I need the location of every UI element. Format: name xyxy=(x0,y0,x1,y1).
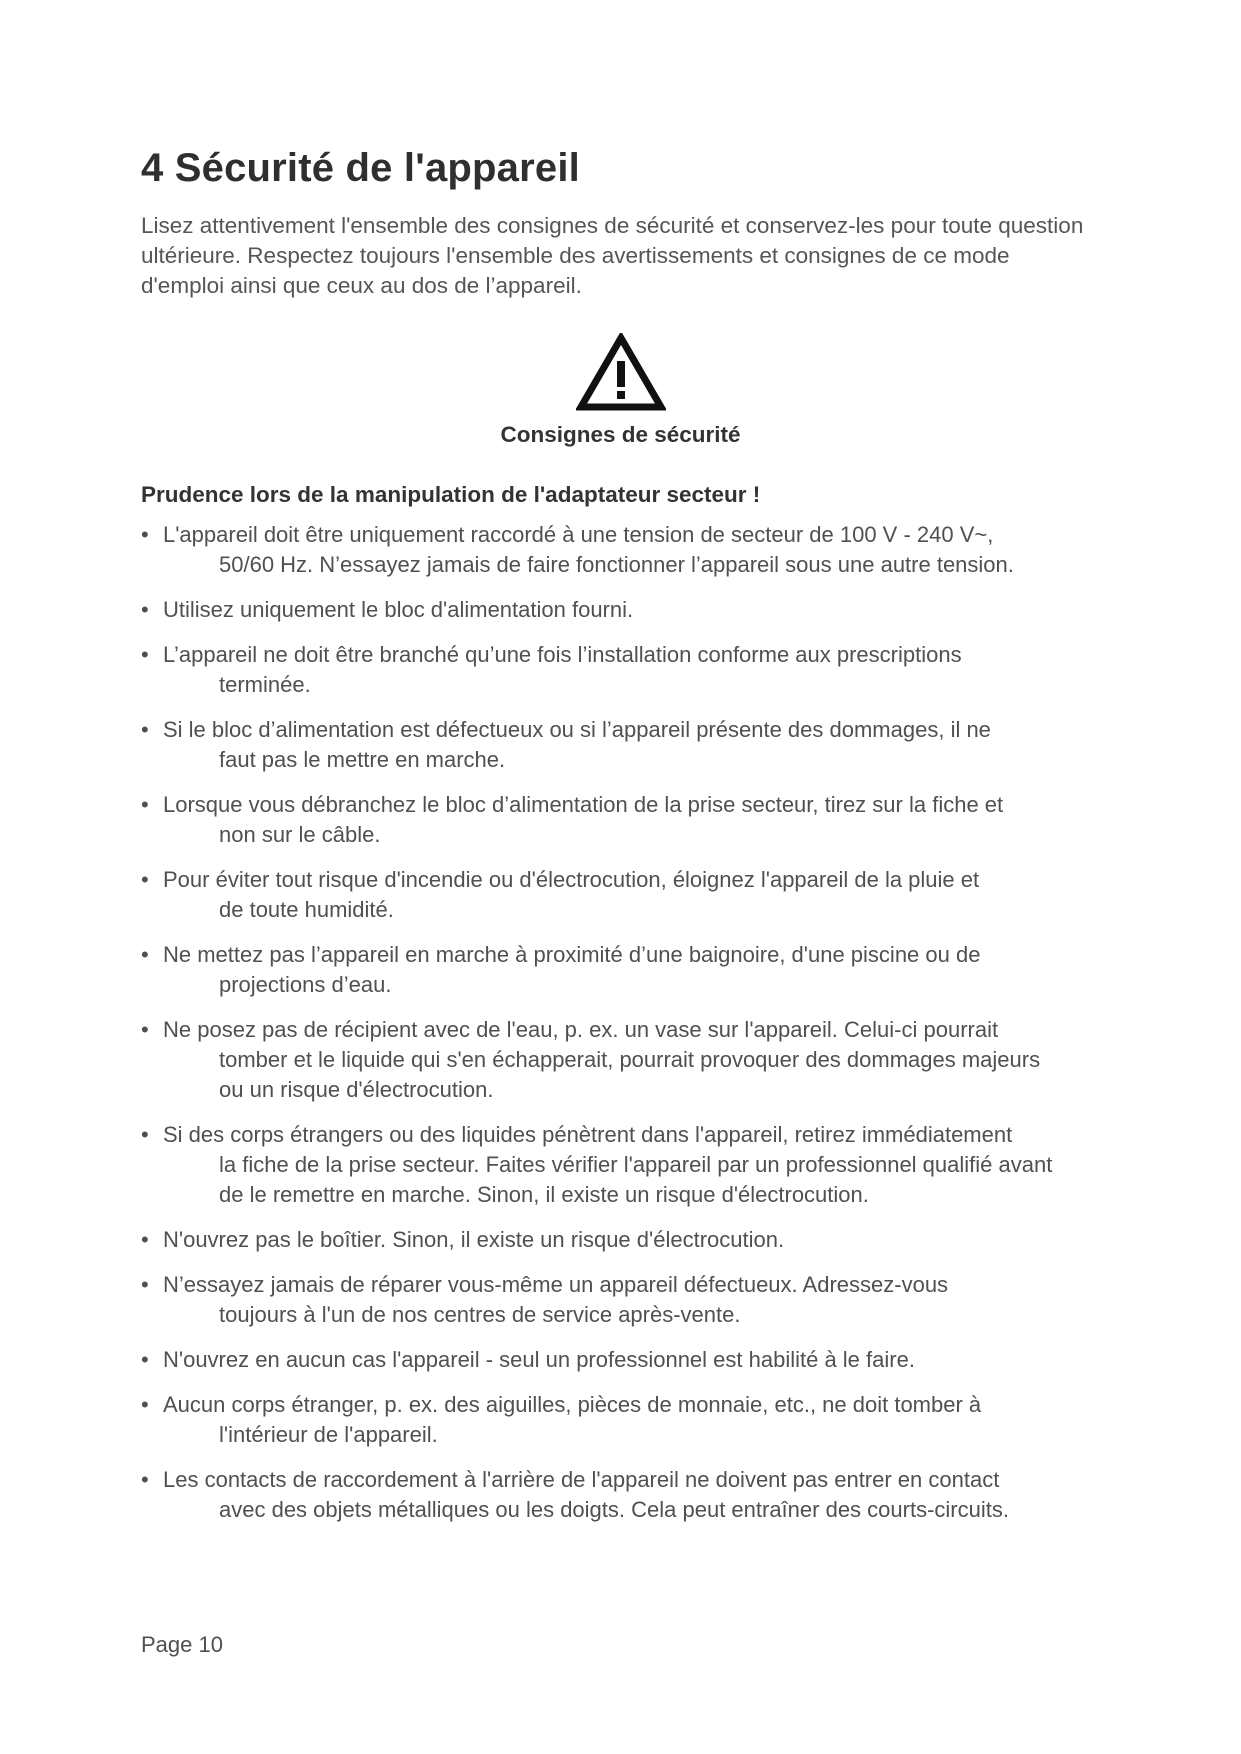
list-item xyxy=(141,790,1101,850)
item-line: Les contacts de raccordement à l'arrière de l'appareil ne doivent pas entrer en contact xyxy=(163,1467,1000,1492)
bullet: • xyxy=(141,867,149,892)
list-item xyxy=(141,1390,1101,1450)
list-item xyxy=(141,1345,1101,1375)
list-item xyxy=(141,715,1101,775)
list-item xyxy=(141,1225,1101,1255)
adapter-warning-heading: Prudence lors de la manipulation de l'adaptateur secteur ! xyxy=(141,482,761,507)
item-line: de toute humidité. xyxy=(219,897,394,922)
item-line: Pour éviter tout risque d'incendie ou d'électrocution, éloignez l'appareil de la pluie et xyxy=(163,867,980,892)
item-line: Aucun corps étranger, p. ex. des aiguilles, pièces de monnaie, etc., ne doit tomber à xyxy=(163,1392,982,1417)
list-item xyxy=(141,940,1101,1000)
item-line: Ne posez pas de récipient avec de l'eau, p. ex. un vase sur l'appareil. Celui-ci pourrait xyxy=(163,1017,999,1042)
bullet: • xyxy=(141,1122,149,1147)
bullet: • xyxy=(141,1467,149,1492)
item-line: non sur le câble. xyxy=(219,822,381,847)
page-number: Page 10 xyxy=(141,1632,223,1657)
item-line: L'appareil doit être uniquement raccordé à une tension de secteur de 100 V - 240 V~, xyxy=(163,522,994,547)
item-line: l'intérieur de l'appareil. xyxy=(219,1422,438,1447)
list-item xyxy=(141,1465,1101,1525)
list-item xyxy=(141,1120,1101,1210)
list-item xyxy=(141,1270,1101,1330)
list-item xyxy=(141,1015,1101,1105)
item-line: N’essayez jamais de réparer vous-même un appareil défectueux. Adressez-vous xyxy=(163,1272,949,1297)
bullet: • xyxy=(141,942,149,967)
list-item xyxy=(141,595,1101,625)
intro-paragraph xyxy=(141,211,1121,301)
item-line: projections d’eau. xyxy=(219,972,392,997)
bullet: • xyxy=(141,1017,149,1042)
bullet: • xyxy=(141,1227,149,1252)
bullet: • xyxy=(141,717,149,742)
item-line: 50/60 Hz. N’essayez jamais de faire fonctionner l’appareil sous une autre tension. xyxy=(219,552,1014,577)
bullet: • xyxy=(141,1392,149,1417)
page-title: 4 Sécurité de l'appareil xyxy=(141,146,580,190)
item-line: N'ouvrez en aucun cas l'appareil - seul un professionnel est habilité à le faire. xyxy=(163,1347,915,1372)
warning-triangle-icon xyxy=(576,333,666,413)
intro-line: Lisez attentivement l'ensemble des consignes de sécurité et conservez-les pour toute question xyxy=(141,213,1084,238)
item-line: Lorsque vous débranchez le bloc d’alimentation de la prise secteur, tirez sur la fiche et xyxy=(163,792,1004,817)
safety-instructions-list xyxy=(141,520,1101,1540)
bullet: • xyxy=(141,1347,149,1372)
item-line: de le remettre en marche. Sinon, il existe un risque d'électrocution. xyxy=(219,1182,869,1207)
item-line: Si le bloc d’alimentation est défectueux ou si l’appareil présente des dommages, il ne xyxy=(163,717,991,742)
item-line: Si des corps étrangers ou des liquides pénètrent dans l'appareil, retirez immédiatement xyxy=(163,1122,1013,1147)
bullet: • xyxy=(141,522,149,547)
item-line: la fiche de la prise secteur. Faites vérifier l'appareil par un professionnel qualifié avant xyxy=(219,1152,1053,1177)
intro-line: ultérieure. Respectez toujours l'ensemble des avertissements et consignes de ce mode xyxy=(141,243,1010,268)
bullet: • xyxy=(141,642,149,667)
item-line: avec des objets métalliques ou les doigts. Cela peut entraîner des courts-circuits. xyxy=(219,1497,1009,1522)
bullet: • xyxy=(141,1272,149,1297)
item-line: Utilisez uniquement le bloc d'alimentation fourni. xyxy=(163,597,634,622)
list-item xyxy=(141,865,1101,925)
bullet: • xyxy=(141,792,149,817)
list-item xyxy=(141,520,1101,580)
item-line: faut pas le mettre en marche. xyxy=(219,747,506,772)
item-line: toujours à l'un de nos centres de service après-vente. xyxy=(219,1302,741,1327)
bullet: • xyxy=(141,597,149,622)
safety-caption: Consignes de sécurité xyxy=(500,422,741,447)
item-line: tomber et le liquide qui s'en échapperait, pourrait provoquer des dommages majeurs xyxy=(219,1047,1041,1072)
item-line: terminée. xyxy=(219,672,311,697)
item-line: L’appareil ne doit être branché qu’une fois l’installation conforme aux prescriptions xyxy=(163,642,962,667)
list-item xyxy=(141,640,1101,700)
item-line: N'ouvrez pas le boîtier. Sinon, il existe un risque d'électrocution. xyxy=(163,1227,785,1252)
item-line: Ne mettez pas l’appareil en marche à proximité d’une baignoire, d'une piscine ou de xyxy=(163,942,981,967)
item-line: ou un risque d'électrocution. xyxy=(219,1077,494,1102)
intro-line: d'emploi ainsi que ceux au dos de l’appareil. xyxy=(141,273,582,298)
